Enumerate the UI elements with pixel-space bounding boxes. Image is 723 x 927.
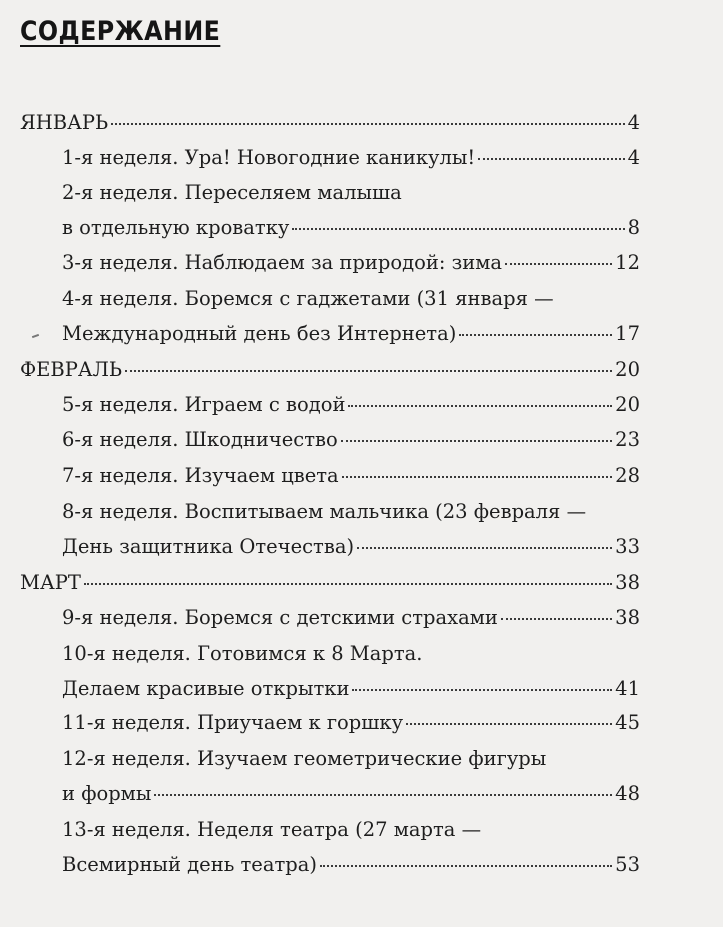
dot-leader xyxy=(478,158,624,160)
toc-entry xyxy=(62,281,640,351)
toc-entry xyxy=(62,387,640,422)
dot-leader xyxy=(125,370,612,372)
toc-title-line: Всемирный день театра) xyxy=(62,853,317,876)
dot-leader xyxy=(320,865,612,867)
toc-title-line: Делаем красивые открытки xyxy=(62,677,350,700)
toc-title-line: 12-я неделя. Изучаем геометрические фигуры xyxy=(62,747,547,770)
toc-title-line: и формы xyxy=(62,782,152,805)
page-number: 53 xyxy=(615,853,640,876)
dot-leader xyxy=(341,440,612,442)
toc-title-line: в отдельную кроватку xyxy=(62,216,290,239)
toc-title-line: МАРТ xyxy=(20,571,81,594)
page-number: 33 xyxy=(615,535,640,558)
page-number: 28 xyxy=(615,464,640,487)
toc-entry xyxy=(62,494,640,564)
toc-entry xyxy=(62,245,640,280)
page-number: 20 xyxy=(615,358,640,381)
dot-leader xyxy=(292,228,624,230)
toc-title-line: ЯНВАРЬ xyxy=(20,111,109,134)
toc-month-january xyxy=(20,105,640,140)
toc-title-line: 7-я неделя. Изучаем цвета xyxy=(62,464,339,487)
page-number: 12 xyxy=(615,251,640,274)
toc-title-line: 2-я неделя. Переселяем малыша xyxy=(62,181,402,204)
page-number: 4 xyxy=(627,111,640,134)
toc-title-line: 1-я неделя. Ура! Новогодние каникулы! xyxy=(62,146,476,169)
toc-title-line: 6-я неделя. Шкодничество xyxy=(62,428,338,451)
dot-leader xyxy=(111,123,624,125)
page-number: 38 xyxy=(615,571,640,594)
page-number: 45 xyxy=(615,711,640,734)
dot-leader xyxy=(84,583,612,585)
dot-leader xyxy=(348,405,612,407)
toc-title-line: 9-я неделя. Боремся с детскими страхами xyxy=(62,606,498,629)
toc-title-line: 3-я неделя. Наблюдаем за природой: зима xyxy=(62,251,503,274)
dot-leader xyxy=(342,476,612,478)
page-number: 4 xyxy=(627,146,640,169)
toc-title-line: Международный день без Интернета) xyxy=(62,322,457,345)
page-number: 8 xyxy=(627,216,640,239)
toc-entry xyxy=(62,422,640,457)
toc-month-february xyxy=(20,352,640,387)
toc-entry xyxy=(62,458,640,493)
dot-leader xyxy=(352,689,612,691)
toc-title-line: ФЕВРАЛЬ xyxy=(20,358,123,381)
toc-entry xyxy=(62,705,640,740)
page-number: 17 xyxy=(615,322,640,345)
toc-title-line: 8-я неделя. Воспитываем мальчика (23 февраля — xyxy=(62,500,587,523)
page-number: 38 xyxy=(615,606,640,629)
page-number: 48 xyxy=(615,782,640,805)
page-title: СОДЕРЖАНИЕ xyxy=(20,16,221,47)
page-number: 23 xyxy=(615,428,640,451)
dot-leader xyxy=(406,723,612,725)
toc-entry xyxy=(62,636,640,706)
toc-entry xyxy=(62,600,640,635)
toc-title-line: 5-я неделя. Играем с водой xyxy=(62,393,346,416)
dot-leader xyxy=(501,618,612,620)
dot-leader xyxy=(154,794,612,796)
dot-leader xyxy=(357,547,612,549)
page-number: 20 xyxy=(615,393,640,416)
toc-title-line: 13-я неделя. Неделя театра (27 марта — xyxy=(62,818,482,841)
dot-leader xyxy=(459,334,612,336)
dot-leader xyxy=(505,263,612,265)
toc-entry xyxy=(62,140,640,175)
toc-title-line: День защитника Отечества) xyxy=(62,535,355,558)
toc-entry xyxy=(62,812,640,882)
toc-title-line: 4-я неделя. Боремся с гаджетами (31 января — xyxy=(62,287,554,310)
toc-month-march xyxy=(20,565,640,600)
toc-title-line: 11-я неделя. Приучаем к горшку xyxy=(62,711,404,734)
toc-entry xyxy=(62,741,640,811)
toc-entry xyxy=(62,175,640,245)
toc-title-line: 10-я неделя. Готовимся к 8 Марта. xyxy=(62,642,423,665)
page-number: 41 xyxy=(615,677,640,700)
